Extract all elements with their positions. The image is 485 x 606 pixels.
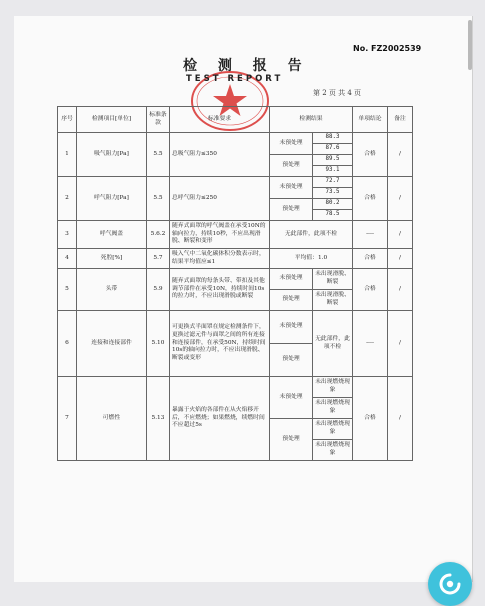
row-requirement: 暴露于火焰的各部件在从火焰移开后，不应燃烧；如果燃烧，续燃时间不应超过5s [170, 377, 270, 461]
row-clause: 5.6.2 [147, 221, 170, 249]
report-title: 检 测 报 告 [183, 58, 310, 74]
table-row [58, 249, 413, 269]
row-value: 88.3 [313, 133, 353, 144]
header-clause: 标准条款 [147, 107, 170, 133]
row-seq: 6 [58, 311, 77, 377]
row-seq: 4 [58, 249, 77, 269]
report-title-en: TEST REPORT [186, 74, 284, 84]
row-conclusion: 合格 [353, 269, 388, 311]
row-item: 吸气阻力[Pa] [77, 133, 147, 177]
row-treated-label: 预处理 [270, 344, 313, 377]
row-remark: / [388, 221, 413, 249]
row-value: 未出现燃烧现象 [313, 377, 353, 398]
share-app-icon [439, 573, 461, 595]
row-seq: 1 [58, 133, 77, 177]
row-clause: 5.10 [147, 311, 170, 377]
table-row [58, 311, 413, 344]
row-value: 未出现燃烧现象 [313, 440, 353, 461]
row-item: 死腔[%] [77, 249, 147, 269]
row-remark: / [388, 177, 413, 221]
row-untreated-label: 未预处理 [270, 311, 313, 344]
header-conclusion: 单项结论 [353, 107, 388, 133]
row-untreated-label: 未预处理 [270, 177, 313, 199]
row-item: 头带 [77, 269, 147, 311]
row-item: 呼气阀盖 [77, 221, 147, 249]
row-seq: 3 [58, 221, 77, 249]
header-seq: 序号 [58, 107, 77, 133]
row-requirement: 总吸气阻力≤350 [170, 133, 270, 177]
share-button[interactable] [428, 562, 472, 606]
row-untreated-label: 未预处理 [270, 377, 313, 419]
row-conclusion: ---- [353, 221, 388, 249]
row-requirement: 吸入气中二氧化碳体积分数表示时，结果平均值应≤1 [170, 249, 270, 269]
header-item: 检测项目[单位] [77, 107, 147, 133]
row-requirement: 可更换式半面罩在规定检测条件下，更换过滤元件与面罩之间的所有连接和连接部件，在承受50N，持续时间10s的轴向拉力时，不应出现滑脱、断裂或变形 [170, 311, 270, 377]
row-value: 93.1 [313, 166, 353, 177]
header-result: 检测结果 [270, 107, 353, 133]
scrollbar[interactable] [468, 20, 472, 70]
row-value: 80.2 [313, 199, 353, 210]
row-remark: / [388, 133, 413, 177]
table-row [58, 377, 413, 398]
row-remark: / [388, 311, 413, 377]
row-requirement: 随弃式面罩的呼气阀盖在承受10N的轴向拉力，持续10秒，不应出现滑脱、断裂和变形 [170, 221, 270, 249]
row-remark: / [388, 249, 413, 269]
row-clause: 5.13 [147, 377, 170, 461]
row-untreated-label: 未预处理 [270, 269, 313, 290]
table-row [58, 221, 413, 249]
table-row [58, 177, 413, 188]
table-row [58, 269, 413, 290]
row-conclusion: ---- [353, 311, 388, 377]
header-remark: 备注 [388, 107, 413, 133]
row-result: 无此部件，此项不检 [313, 311, 353, 377]
row-treated-label: 预处理 [270, 290, 313, 311]
row-seq: 5 [58, 269, 77, 311]
row-remark: / [388, 269, 413, 311]
row-requirement: 随弃式面罩的每条头带、带扣及其他调节部件在承受10N，持续时间10s的拉力时，不应出现滑脱或断裂 [170, 269, 270, 311]
row-result: 无此部件，此项不检 [270, 221, 353, 249]
table-row [58, 133, 413, 144]
row-result: 平均值：1.0 [270, 249, 353, 269]
row-conclusion: 合格 [353, 377, 388, 461]
row-treated-label: 预处理 [270, 155, 313, 177]
test-results-table [57, 106, 413, 461]
row-conclusion: 合格 [353, 133, 388, 177]
row-value: 78.5 [313, 210, 353, 221]
row-value: 72.7 [313, 177, 353, 188]
row-seq: 2 [58, 177, 77, 221]
row-value: 87.6 [313, 144, 353, 155]
row-untreated-label: 未预处理 [270, 133, 313, 155]
row-seq: 7 [58, 377, 77, 461]
row-conclusion: 合格 [353, 249, 388, 269]
row-clause: 5.5 [147, 177, 170, 221]
row-value: 未出现滑脱、断裂 [313, 269, 353, 290]
row-treated-label: 预处理 [270, 419, 313, 461]
row-value: 未出现燃烧现象 [313, 419, 353, 440]
row-clause: 5.7 [147, 249, 170, 269]
row-conclusion: 合格 [353, 177, 388, 221]
row-clause: 5.9 [147, 269, 170, 311]
page-indicator: 第 2 页 共 4 页 [313, 89, 362, 97]
row-value: 未出现燃烧现象 [313, 398, 353, 419]
row-item: 呼气阻力[Pa] [77, 177, 147, 221]
row-requirement: 总呼气阻力≤250 [170, 177, 270, 221]
row-value: 未出现滑脱、断裂 [313, 290, 353, 311]
row-value: 73.5 [313, 188, 353, 199]
row-value: 89.5 [313, 155, 353, 166]
table-header-row [58, 107, 413, 133]
report-number: No. FZ2002539 [353, 44, 422, 53]
row-item: 可燃性 [77, 377, 147, 461]
row-clause: 5.5 [147, 133, 170, 177]
row-item: 连接和连接部件 [77, 311, 147, 377]
row-remark: / [388, 377, 413, 461]
row-treated-label: 预处理 [270, 199, 313, 221]
header-requirement: 标准要求 [170, 107, 270, 133]
